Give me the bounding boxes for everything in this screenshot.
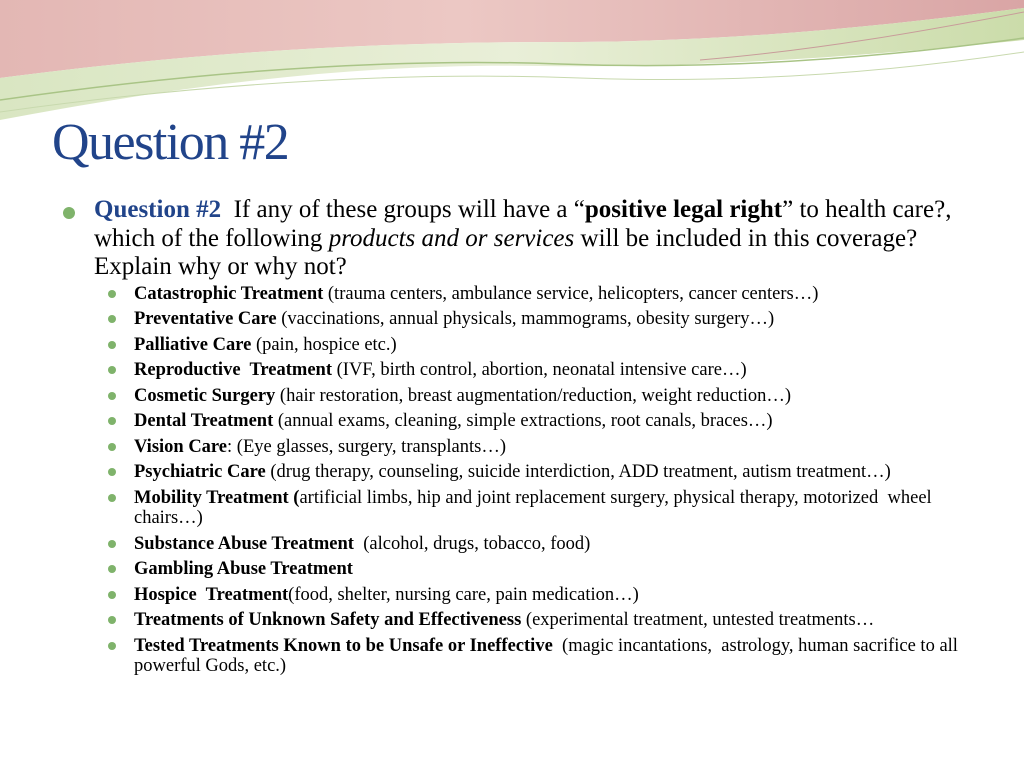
bullet-icon — [108, 494, 116, 502]
list-item — [60, 610, 975, 631]
item-term: Tested Treatments Known to be Unsafe or Ineffective — [134, 635, 553, 656]
item-term: Substance Abuse Treatment — [134, 533, 354, 554]
item-term: Reproductive Treatment — [134, 360, 332, 380]
item-description: (IVF, birth control, abortion, neonatal intensive care…) — [332, 360, 747, 380]
list-item — [60, 360, 975, 381]
list-item — [60, 309, 975, 330]
list-item — [60, 437, 975, 458]
slide-content — [60, 196, 975, 682]
item-description: (drug therapy, counseling, suicide interdiction, ADD treatment, autism treatment…) — [265, 462, 891, 482]
bullet-icon — [108, 565, 116, 573]
item-description: (vaccinations, annual physicals, mammograms, obesity surgery…) — [276, 309, 775, 329]
bullet-icon — [108, 290, 116, 298]
bullet-icon — [108, 315, 116, 323]
bullet-icon — [108, 366, 116, 374]
item-term: Catastrophic Treatment — [134, 283, 324, 304]
item-description: (food, shelter, nursing care, pain medication…) — [288, 584, 639, 605]
item-term: Mobility Treatment ( — [134, 487, 300, 508]
question-text-part2: ” to health care?, which of the following — [94, 196, 952, 252]
item-term: Treatments of Unknown Safety and Effectiveness — [134, 610, 522, 630]
question-bullet — [60, 196, 975, 282]
question-text-part3: will be included in this coverage? Explain why or why not? — [94, 224, 918, 280]
list-item — [60, 585, 975, 606]
list-item — [60, 335, 975, 356]
list-item — [60, 462, 975, 483]
item-description: (magic incantations, astrology, human sacrifice to all powerful Gods, etc.) — [134, 635, 963, 676]
item-description: (experimental treatment, untested treatments… — [521, 610, 875, 630]
list-item — [60, 284, 975, 305]
list-item — [60, 534, 975, 555]
item-description: (hair restoration, breast augmentation/reduction, weight reduction…) — [275, 385, 792, 406]
bullet-icon — [108, 540, 116, 548]
item-term: Hospice Treatment — [134, 584, 289, 605]
list-item — [60, 386, 975, 407]
item-description: (alcohol, drugs, tobacco, food) — [353, 533, 591, 554]
coverage-list — [60, 284, 975, 677]
list-item — [60, 559, 975, 580]
list-item — [60, 411, 975, 432]
item-term: Dental Treatment — [134, 411, 274, 431]
item-term: Gambling Abuse Treatment — [134, 559, 353, 579]
item-term: Palliative Care — [134, 334, 252, 355]
bullet-icon — [108, 341, 116, 349]
question-bold-phrase: positive legal right — [584, 196, 783, 223]
item-description: artificial limbs, hip and joint replacement surgery, physical therapy, motorized wheel chairs…) — [134, 487, 937, 528]
item-description: (pain, hospice etc.) — [251, 334, 397, 355]
question-label: Question #2 — [94, 196, 222, 223]
item-term: Preventative Care — [134, 309, 277, 329]
bullet-icon — [108, 417, 116, 425]
item-description: : (Eye glasses, surgery, transplants…) — [227, 436, 506, 457]
list-item — [60, 488, 975, 529]
bullet-icon — [108, 642, 116, 650]
item-term: Psychiatric Care — [134, 462, 266, 482]
item-term: Vision Care — [134, 436, 228, 457]
bullet-icon — [63, 207, 75, 219]
bullet-icon — [108, 392, 116, 400]
bullet-icon — [108, 616, 116, 624]
item-description: (annual exams, cleaning, simple extractions, root canals, braces…) — [273, 411, 773, 431]
item-term: Cosmetic Surgery — [134, 385, 276, 406]
bullet-icon — [108, 591, 116, 599]
question-italic-phrase: products and or services — [328, 224, 575, 252]
list-item — [60, 636, 975, 677]
item-description: (trauma centers, ambulance service, helicopters, cancer centers…) — [323, 283, 819, 304]
page-title: Question #2 — [52, 114, 289, 171]
bullet-icon — [108, 468, 116, 476]
bullet-icon — [108, 443, 116, 451]
question-text-part1: If any of these groups will have a “ — [221, 196, 585, 223]
